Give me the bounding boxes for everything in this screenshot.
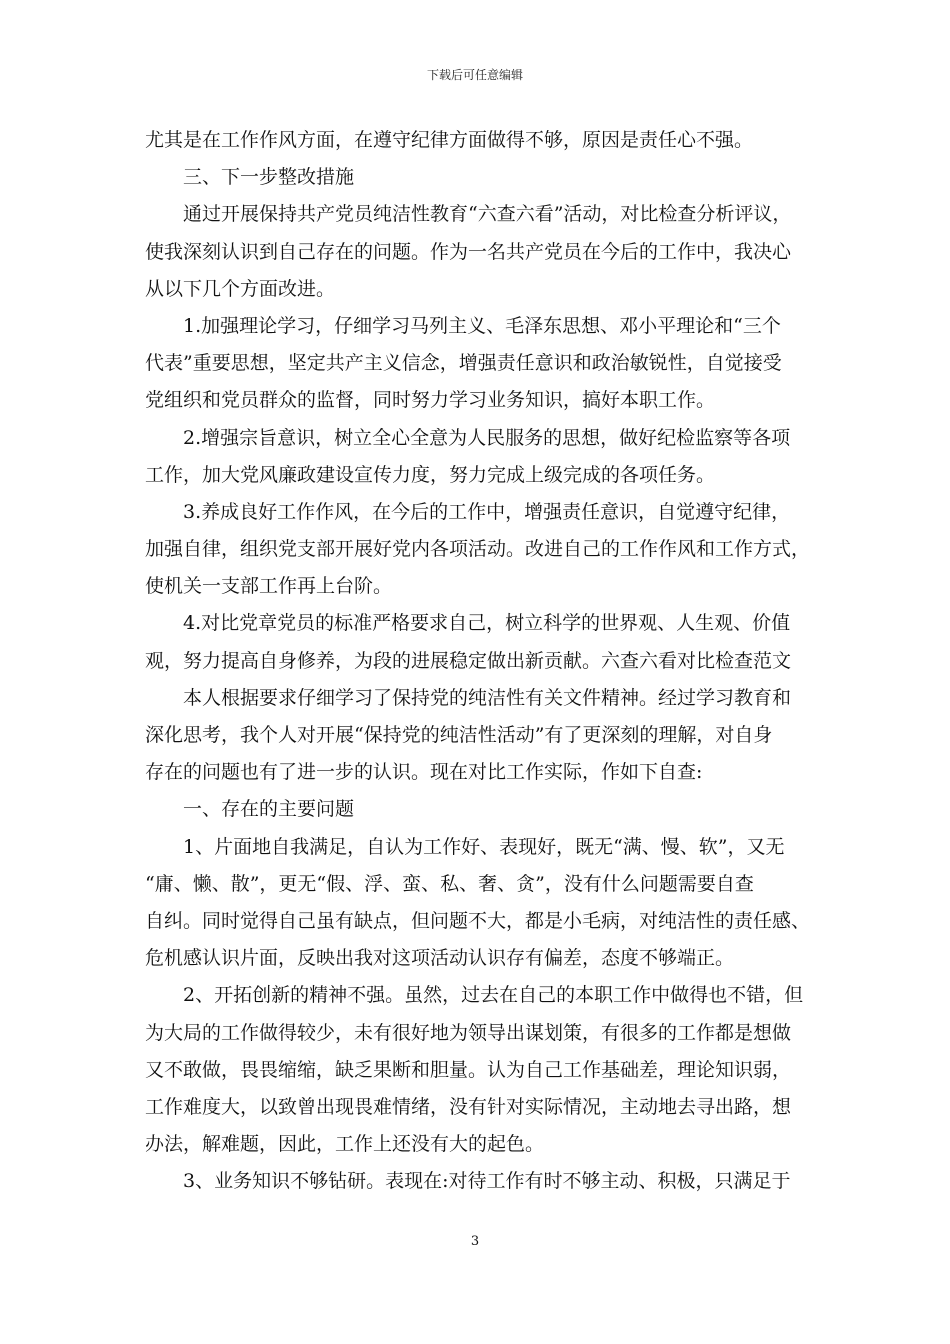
text-line: 本人根据要求仔细学习了保持党的纯洁性有关文件精神。经过学习教育和 (183, 686, 792, 709)
text-line: 尤其是在工作作风方面，在遵守纪律方面做得不够，原因是责任心不强。 (145, 129, 754, 151)
text-line: “庸、懒、散”，更无“假、浮、蛮、私、奢、贪”，没有什么问题需要自查 (145, 872, 754, 895)
text-line: 1.加强理论学习，仔细学习马列主义、毛泽东思想、邓小平理论和“三个 (183, 314, 781, 337)
text-line: 4.对比党章党员的标准严格要求自己，树立科学的世界观、人生观、价值 (183, 612, 791, 635)
text-line: 2、开拓创新的精神不强。虽然，过去在自己的本职工作中做得也不错，但 (183, 984, 804, 1007)
text-line: 通过开展保持共产党员纯洁性教育“六查六看”活动，对比检查分析评议， (183, 203, 792, 226)
document-body (145, 122, 812, 1200)
text-line: 为大局的工作做得较少，未有很好地为领导出谋划策，有很多的工作都是想做 (145, 1021, 792, 1044)
text-line: 深化思考，我个人对开展“保持党的纯洁性活动”有了更深刻的理解，对自身 (145, 724, 773, 746)
text-line: 代表”重要思想，坚定共产主义信念，增强责任意识和政治敏锐性，自觉接受 (145, 352, 782, 375)
text-line: 工作难度大，以致曾出现畏难情绪，没有针对实际情况，主动地去寻出路，想 (145, 1095, 792, 1118)
text-line: 又不敢做，畏畏缩缩，缺乏果断和胆量。认为自己工作基础差，理论知识弱， (145, 1058, 792, 1081)
page-number: 3 (470, 1234, 480, 1249)
text-line: 自纠。同时觉得自己虽有缺点，但问题不大，都是小毛病，对纯洁性的责任感、 (145, 909, 811, 932)
text-line: 工作，加大党风廉政建设宣传力度，努力完成上级完成的各项任务。 (145, 463, 716, 486)
text-line: 3、业务知识不够钻研。表现在:对待工作有时不够主动、积极，只满足于 (183, 1170, 791, 1193)
text-line: 1、片面地自我满足，自认为工作好、表现好，既无“满、慢、软”，又无 (183, 835, 785, 858)
text-line: 危机感认识片面，反映出我对这项活动认识存有偏差，态度不够端正。 (145, 947, 735, 970)
text-line: 一、存在的主要问题 (183, 798, 355, 821)
paragraph-lines (145, 122, 812, 1200)
text-line: 使我深刻认识到自己存在的问题。作为一名共产党员在今后的工作中，我决心 (145, 240, 792, 263)
text-line: 观，努力提高自身修养，为段的进展稳定做出新贡献。六查六看对比检查范文 (145, 649, 792, 672)
text-line: 使机关一支部工作再上台阶。 (145, 575, 393, 598)
text-line: 办法，解难题，因此，工作上还没有大的起色。 (145, 1133, 545, 1156)
text-line: 党组织和党员群众的监督，同时努力学习业务知识，搞好本职工作。 (145, 389, 716, 412)
text-line: 存在的问题也有了进一步的认识。现在对比工作实际，作如下自查: (145, 761, 703, 784)
text-line: 三、下一步整改措施 (183, 166, 355, 189)
text-line: 3.养成良好工作作风，在今后的工作中，增强责任意识，自觉遵守纪律， (183, 500, 791, 523)
text-line: 2.增强宗旨意识，树立全心全意为人民服务的思想，做好纪检监察等各项 (183, 426, 791, 449)
page-header: 下载后可任意编辑 (426, 68, 523, 82)
text-line: 加强自律，组织党支部开展好党内各项活动。改进自己的工作作风和工作方式， (145, 538, 811, 561)
text-line: 从以下几个方面改进。 (145, 277, 336, 300)
